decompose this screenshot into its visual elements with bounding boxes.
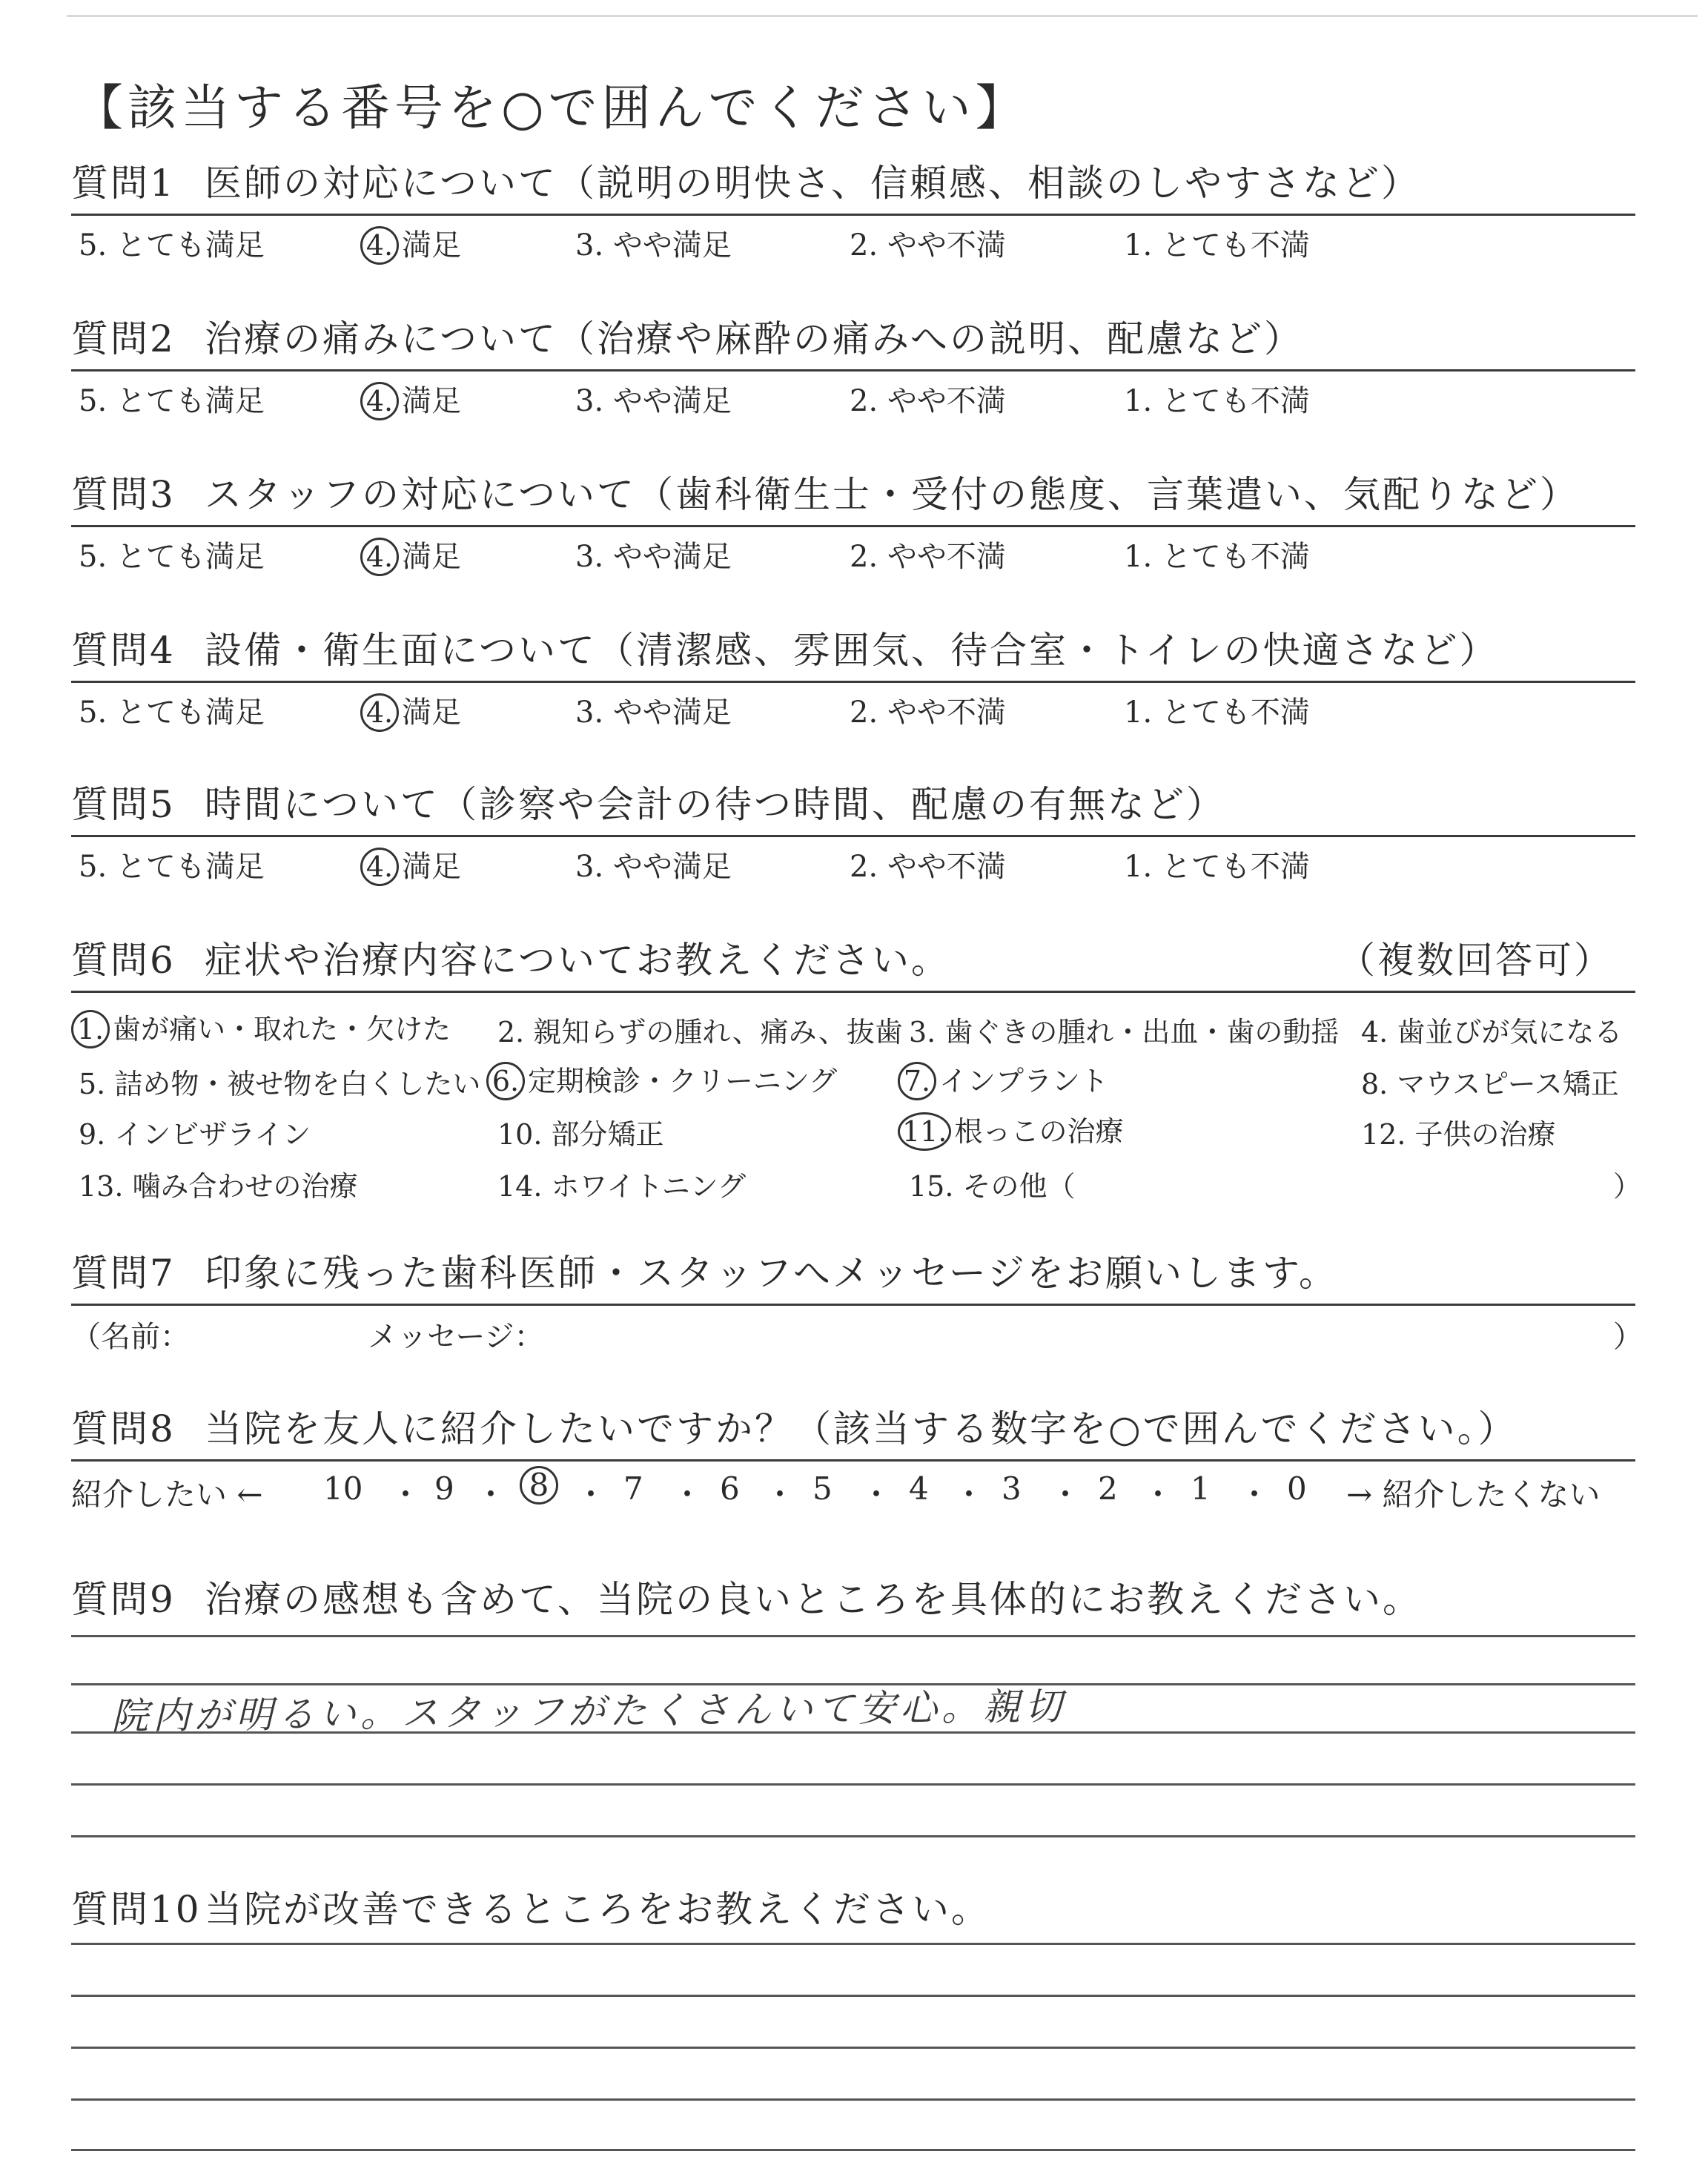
question-number: 質問4: [71, 629, 176, 672]
option-4-selected[interactable]: 4. 満足: [360, 377, 461, 420]
option-3[interactable]: 3. やや満足: [575, 696, 732, 730]
answer-line: [71, 1783, 1635, 1786]
option-4-selected[interactable]: 4. 満足: [360, 222, 461, 265]
question-number: 質問5: [71, 783, 176, 826]
scale-0[interactable]: 0: [1287, 1470, 1307, 1507]
question-9: [71, 1579, 1635, 1625]
treatment-option-9[interactable]: 9. インビザライン: [79, 1118, 311, 1151]
question-6: [71, 939, 1642, 1208]
option-1[interactable]: 1. とても不満: [1124, 228, 1310, 262]
option-3[interactable]: 3. やや満足: [575, 228, 732, 262]
option-5[interactable]: 5. とても満足: [79, 228, 265, 262]
question-text: 当院を友人に紹介したいですか？（該当する数字を○で囲んでください。）: [205, 1407, 1517, 1450]
question-text: スタッフの対応について（歯科衛生士・受付の態度、言葉遣い、気配りなど）: [205, 473, 1579, 516]
question-text: 時間について（診察や会計の待つ時間、配慮の有無など）: [205, 783, 1225, 826]
scale-dot: ・: [475, 1476, 507, 1513]
treatment-option-10[interactable]: 10. 部分矯正: [497, 1118, 664, 1151]
question-text: 設備・衛生面について（清潔感、雰囲気、待合室・トイレの快適さなど）: [205, 629, 1499, 672]
selection-circle: 4.: [360, 382, 399, 420]
scale-dot: ・: [390, 1476, 422, 1513]
question-number: 質問8: [71, 1407, 176, 1450]
option-1[interactable]: 1. とても不満: [1124, 384, 1310, 418]
scale-dot: ・: [1050, 1476, 1082, 1513]
scale-6[interactable]: 6: [720, 1470, 740, 1507]
scale-4[interactable]: 4: [909, 1470, 929, 1507]
recommend-label: 紹介したい ←: [71, 1476, 263, 1513]
question-5: [71, 785, 1635, 882]
message-fields: [71, 1306, 1643, 1354]
other-close-paren: ）: [1613, 1170, 1642, 1203]
treatment-option-14[interactable]: 14. ホワイトニング: [497, 1170, 747, 1203]
question-8: [71, 1409, 1635, 1513]
option-2[interactable]: 2. やや不満: [850, 540, 1006, 574]
option-5[interactable]: 5. とても満足: [79, 850, 265, 884]
option-1[interactable]: 1. とても不満: [1124, 696, 1310, 730]
question-number: 質問6: [71, 939, 176, 982]
scale-dot: ・: [575, 1476, 607, 1513]
treatment-option-12[interactable]: 12. 子供の治療: [1361, 1118, 1556, 1151]
selection-circle: 4.: [360, 693, 399, 732]
scale-dot: ・: [953, 1476, 985, 1513]
question-text: 印象に残った歯科医師・スタッフへメッセージをお願いします。: [205, 1252, 1338, 1295]
question-text: 治療の痛みについて（治療や麻酔の痛みへの説明、配慮など）: [205, 317, 1303, 360]
question-number: 質問7: [71, 1252, 176, 1295]
message-close-paren: ）: [1613, 1320, 1643, 1354]
question-number: 質問1: [71, 162, 176, 205]
treatment-option-8[interactable]: 8. マウスピース矯正: [1361, 1068, 1619, 1100]
scale-7[interactable]: 7: [623, 1470, 643, 1507]
answer-line: [71, 2098, 1635, 2101]
treatment-option-13[interactable]: 13. 噛み合わせの治療: [79, 1170, 358, 1203]
recommend-scale: [71, 1462, 1635, 1513]
option-3[interactable]: 3. やや満足: [575, 540, 732, 574]
question-number: 質問10: [71, 1888, 202, 1931]
option-3[interactable]: 3. やや満足: [575, 850, 732, 884]
answer-line: [71, 1835, 1635, 1837]
option-5[interactable]: 5. とても満足: [79, 540, 265, 574]
answer-line: [71, 1635, 1635, 1637]
scale-dot: ・: [1239, 1476, 1271, 1513]
scale-dot: ・: [672, 1476, 704, 1513]
question-7: [71, 1252, 1643, 1354]
answer-line: [71, 2149, 1635, 2151]
answer-line: [71, 1943, 1635, 1945]
scale-dot: ・: [764, 1476, 796, 1513]
option-5[interactable]: 5. とても満足: [79, 384, 265, 418]
question-3: [71, 475, 1635, 572]
rating-options: [71, 527, 1635, 572]
message-field-label[interactable]: メッセージ：: [368, 1320, 544, 1354]
option-2[interactable]: 2. やや不満: [850, 228, 1006, 262]
question-text: 症状や治療内容についてお教えください。: [205, 939, 950, 982]
treatment-option-11-selected[interactable]: 11. 根っこの治療: [898, 1109, 1123, 1151]
selection-circle: 4.: [360, 538, 399, 576]
scale-5[interactable]: 5: [812, 1470, 833, 1507]
question-number: 質問9: [71, 1578, 176, 1621]
question-10: [71, 1889, 1635, 1935]
top-rule: [67, 15, 1698, 17]
scale-dot: ・: [861, 1476, 893, 1513]
treatment-option-4[interactable]: 4. 歯並びが気になる: [1361, 1016, 1623, 1048]
question-number: 質問3: [71, 473, 176, 516]
question-number: 質問2: [71, 317, 176, 360]
scale-8-selected[interactable]: 8: [520, 1466, 561, 1505]
page-heading: 【該当する番号を○で囲んでください】: [74, 79, 1029, 136]
multiple-answer-note: （複数回答可）: [1338, 939, 1613, 982]
option-2[interactable]: 2. やや不満: [850, 850, 1006, 884]
question-text: 治療の感想も含めて、当院の良いところを具体的にお教えください。: [205, 1578, 1422, 1621]
treatment-option-1-selected[interactable]: 1. 歯が痛い・取れた・欠けた: [71, 1006, 451, 1048]
scale-3[interactable]: 3: [1002, 1470, 1022, 1507]
rating-options: [71, 683, 1635, 730]
option-2[interactable]: 2. やや不満: [850, 384, 1006, 418]
question-4: [71, 629, 1635, 730]
scale-2[interactable]: 2: [1098, 1470, 1118, 1507]
option-4-selected[interactable]: 4. 満足: [360, 533, 461, 576]
treatment-option-6-selected[interactable]: 6. 定期検診・クリーニング: [486, 1058, 837, 1100]
option-5[interactable]: 5. とても満足: [79, 696, 265, 730]
rating-options: [71, 371, 1635, 416]
option-1[interactable]: 1. とても不満: [1124, 540, 1310, 574]
option-3[interactable]: 3. やや満足: [575, 384, 732, 418]
treatment-option-2[interactable]: 2. 親知らずの腫れ、痛み、抜歯: [497, 1016, 903, 1048]
option-1[interactable]: 1. とても不満: [1124, 850, 1310, 884]
rating-options: [71, 216, 1635, 260]
handwritten-answer[interactable]: 院内が明るい。スタッフがたくさんいて安心。親切: [110, 1685, 1067, 1738]
treatment-option-5[interactable]: 5. 詰め物・被せ物を白くしたい: [79, 1068, 481, 1100]
option-4-selected[interactable]: 4. 満足: [360, 689, 461, 732]
treatment-option-15-other[interactable]: 15. その他（: [909, 1170, 1076, 1203]
answer-line: [71, 2047, 1635, 2049]
option-2[interactable]: 2. やや不満: [850, 696, 1006, 730]
scale-10[interactable]: 10: [323, 1470, 363, 1507]
scale-9[interactable]: 9: [434, 1470, 454, 1507]
not-recommend-label: → 紹介したくない: [1346, 1476, 1601, 1513]
option-4-selected[interactable]: 4. 満足: [360, 843, 461, 886]
question-1: [71, 163, 1635, 260]
treatment-option-7-selected[interactable]: 7. インプラント: [898, 1058, 1108, 1100]
selection-circle: 4.: [360, 226, 399, 265]
question-text: 医師の対応について（説明の明快さ、信頼感、相談のしやすさなど）: [205, 162, 1420, 205]
rating-options: [71, 837, 1635, 882]
scale-1[interactable]: 1: [1191, 1470, 1211, 1507]
treatment-options: [71, 993, 1642, 1208]
scale-dot: ・: [1142, 1476, 1174, 1513]
name-field-label[interactable]: （名前：: [71, 1320, 190, 1354]
answer-line: [71, 1995, 1635, 1997]
question-text: 当院が改善できるところをお教えください。: [205, 1888, 990, 1931]
selection-circle: 4.: [360, 848, 399, 886]
treatment-option-3[interactable]: 3. 歯ぐきの腫れ・出血・歯の動揺: [909, 1016, 1340, 1048]
question-2: [71, 319, 1635, 416]
